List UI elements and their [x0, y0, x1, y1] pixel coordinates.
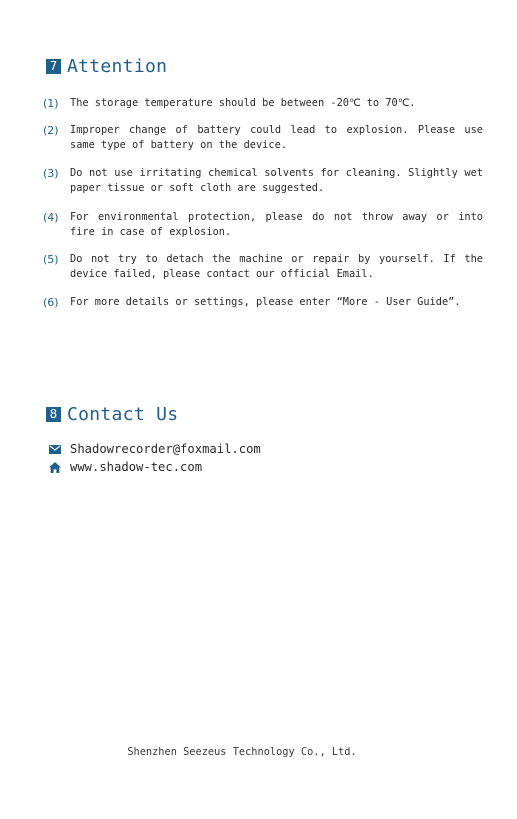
contact-header [46, 404, 178, 425]
attention-header [46, 56, 167, 77]
contact-email[interactable]: Shadowrecorder@foxmail.com [70, 442, 261, 456]
item-text: Do not use irritating chemical solvents for cleaning. Slightly wet paper tissue or soft cloth are suggested. [70, 167, 483, 194]
item-number: (2) [43, 124, 59, 137]
contact-email-row [48, 442, 261, 456]
item-number: (3) [43, 167, 59, 180]
section-title-attention: Attention [67, 56, 168, 77]
attention-item-5 [43, 252, 483, 282]
footer-company: Shenzhen Seezeus Technology Co., Ltd. [127, 746, 357, 758]
attention-item-1 [43, 96, 483, 111]
item-number: (4) [43, 211, 59, 224]
section-title-contact: Contact Us [67, 404, 179, 425]
item-text: Improper change of battery could lead to explosion. Please use same type of battery on the device. [70, 124, 483, 151]
item-text: For more details or settings, please enter “More - User Guide”. [70, 296, 461, 308]
item-text: Do not try to detach the machine or repair by yourself. If the device failed, please contact our official Email. [70, 253, 483, 280]
attention-item-4 [43, 210, 483, 240]
contact-website[interactable]: www.shadow-tec.com [70, 460, 203, 474]
attention-item-3 [43, 166, 483, 196]
envelope-icon [48, 443, 62, 455]
item-number: (6) [43, 296, 59, 309]
item-number: (1) [43, 97, 59, 110]
contact-website-row [48, 460, 202, 474]
attention-item-2 [43, 123, 483, 153]
section-number-badge: 7 [46, 59, 61, 74]
attention-item-6 [43, 295, 483, 310]
section-number-badge: 8 [46, 407, 61, 422]
item-text: For environmental protection, please do not throw away or into fire in case of explosion. [70, 211, 483, 238]
item-number: (5) [43, 253, 59, 266]
home-icon [48, 461, 62, 473]
item-text: The storage temperature should be between -20℃ to 70℃. [70, 97, 416, 109]
